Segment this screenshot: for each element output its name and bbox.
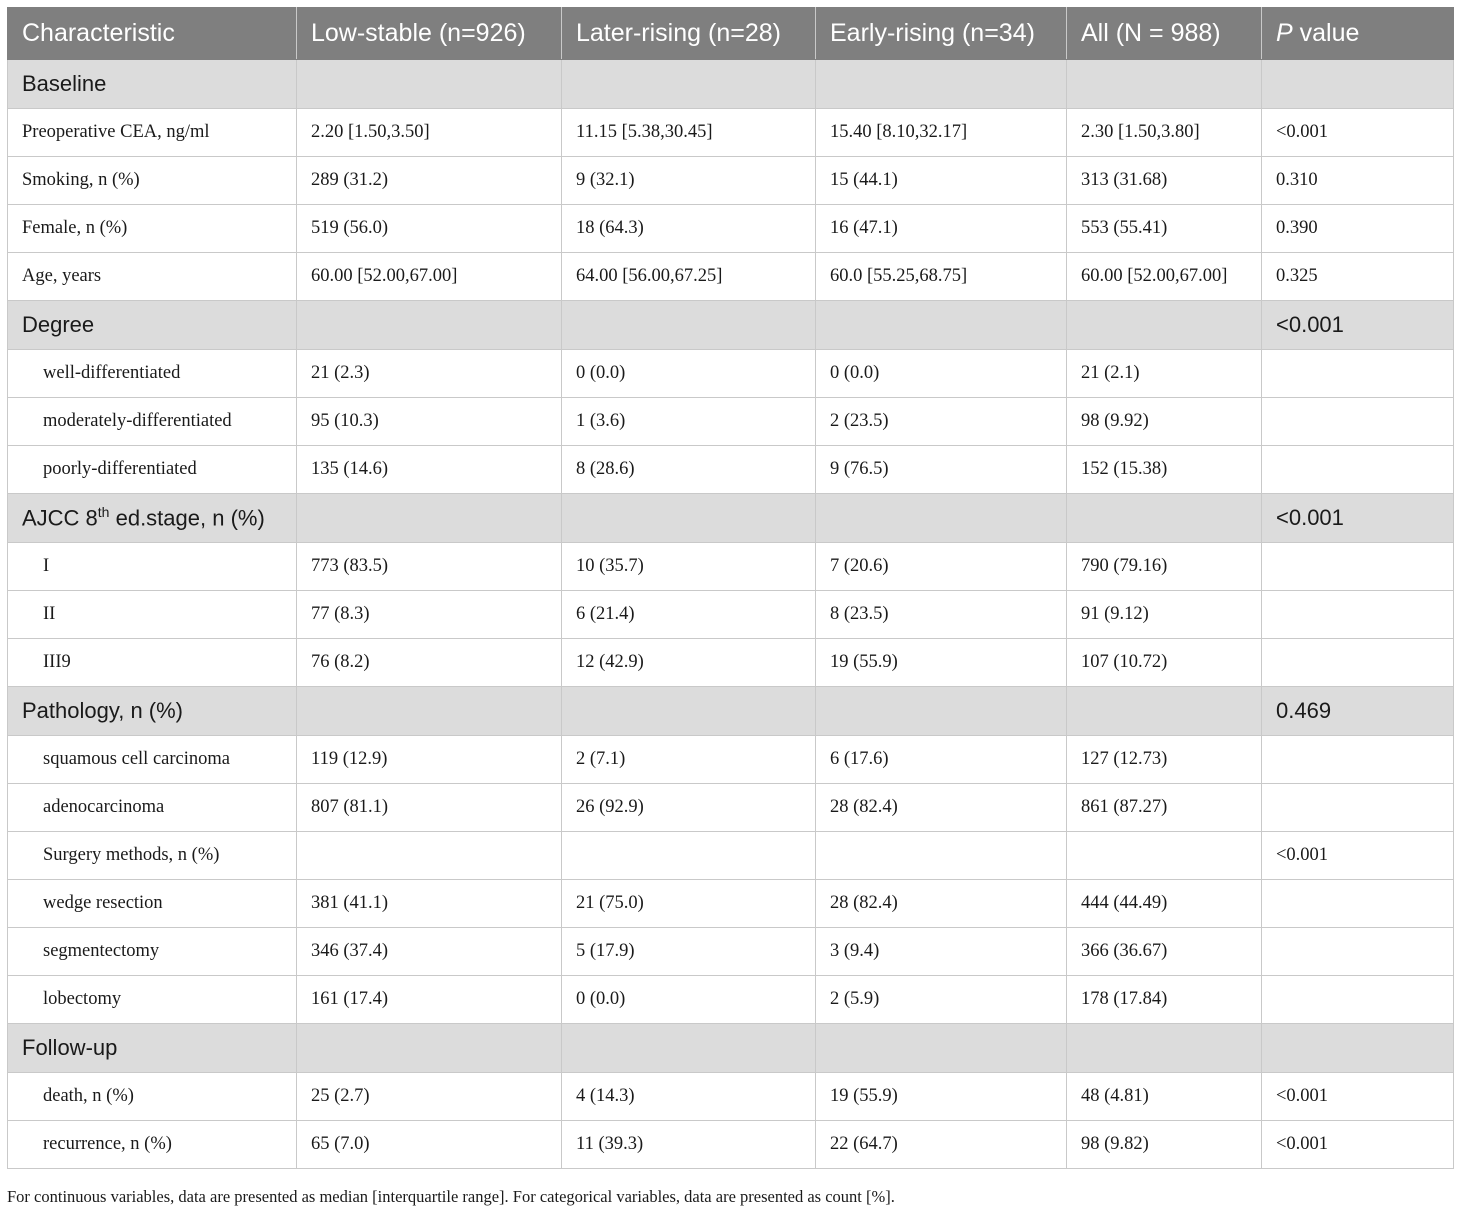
p-value: <0.001 (1262, 1073, 1454, 1121)
all-value: 861 (87.27) (1067, 784, 1262, 832)
p-value: <0.001 (1262, 832, 1454, 880)
row-label: well-differentiated (8, 350, 297, 398)
row-label: Preoperative CEA, ng/ml (8, 109, 297, 157)
low-stable-value: 289 (31.2) (297, 157, 562, 205)
later-rising-value: 21 (75.0) (562, 880, 816, 928)
p-value (1262, 398, 1454, 446)
footnote: For continuous variables, data are presented as median [interquartile range]. For categorical variables, data are presented as count [%]. (7, 1187, 895, 1206)
low-stable-value: 2.20 [1.50,3.50] (297, 109, 562, 157)
all-value (1067, 832, 1262, 880)
section-p-value: 0.469 (1262, 687, 1454, 736)
row-label: recurrence, n (%) (8, 1121, 297, 1169)
row-label: lobectomy (8, 976, 297, 1024)
section-degree (8, 301, 1454, 350)
all-value: 2.30 [1.50,3.80] (1067, 109, 1262, 157)
section-label: Follow-up (8, 1024, 297, 1073)
later-rising-value: 8 (28.6) (562, 446, 816, 494)
low-stable-value: 21 (2.3) (297, 350, 562, 398)
low-stable-value: 25 (2.7) (297, 1073, 562, 1121)
row-label: poorly-differentiated (8, 446, 297, 494)
all-value: 107 (10.72) (1067, 639, 1262, 687)
later-rising-value: 0 (0.0) (562, 350, 816, 398)
header-later-rising: Later-rising (n=28) (562, 8, 816, 60)
all-value: 91 (9.12) (1067, 591, 1262, 639)
all-value: 152 (15.38) (1067, 446, 1262, 494)
section-followup (8, 1024, 1454, 1073)
low-stable-value: 519 (56.0) (297, 205, 562, 253)
all-value: 21 (2.1) (1067, 350, 1262, 398)
header-early-rising: Early-rising (n=34) (816, 8, 1067, 60)
header-low-stable: Low-stable (n=926) (297, 8, 562, 60)
section-p-value: <0.001 (1262, 494, 1454, 543)
table-row (8, 928, 1454, 976)
low-stable-value: 65 (7.0) (297, 1121, 562, 1169)
table-row (8, 639, 1454, 687)
p-value (1262, 880, 1454, 928)
low-stable-value: 77 (8.3) (297, 591, 562, 639)
early-rising-value: 28 (82.4) (816, 784, 1067, 832)
section-p-value: <0.001 (1262, 301, 1454, 350)
all-value: 444 (44.49) (1067, 880, 1262, 928)
all-value: 127 (12.73) (1067, 736, 1262, 784)
early-rising-value: 15 (44.1) (816, 157, 1067, 205)
p-value (1262, 446, 1454, 494)
table-row (8, 543, 1454, 591)
table-row (8, 976, 1454, 1024)
p-value (1262, 591, 1454, 639)
row-label: death, n (%) (8, 1073, 297, 1121)
all-value: 366 (36.67) (1067, 928, 1262, 976)
section-pathology (8, 687, 1454, 736)
p-value: 0.325 (1262, 253, 1454, 301)
p-value (1262, 543, 1454, 591)
later-rising-value: 9 (32.1) (562, 157, 816, 205)
row-label: segmentectomy (8, 928, 297, 976)
low-stable-value: 95 (10.3) (297, 398, 562, 446)
row-label: wedge resection (8, 880, 297, 928)
table-container (7, 7, 1453, 1169)
all-value: 48 (4.81) (1067, 1073, 1262, 1121)
row-label: Female, n (%) (8, 205, 297, 253)
later-rising-value: 4 (14.3) (562, 1073, 816, 1121)
p-value (1262, 928, 1454, 976)
early-rising-value: 19 (55.9) (816, 1073, 1067, 1121)
later-rising-value: 1 (3.6) (562, 398, 816, 446)
row-label: Smoking, n (%) (8, 157, 297, 205)
later-rising-value: 12 (42.9) (562, 639, 816, 687)
early-rising-value: 8 (23.5) (816, 591, 1067, 639)
table-row (8, 1073, 1454, 1121)
p-value (1262, 976, 1454, 1024)
early-rising-value: 22 (64.7) (816, 1121, 1067, 1169)
section-label: Baseline (8, 60, 297, 109)
low-stable-value: 346 (37.4) (297, 928, 562, 976)
table-row (8, 880, 1454, 928)
all-value: 178 (17.84) (1067, 976, 1262, 1024)
header-p-value: P value (1262, 8, 1454, 60)
p-value: 0.310 (1262, 157, 1454, 205)
p-value (1262, 784, 1454, 832)
later-rising-value: 11.15 [5.38,30.45] (562, 109, 816, 157)
p-value: <0.001 (1262, 1121, 1454, 1169)
low-stable-value (297, 832, 562, 880)
header-all: All (N = 988) (1067, 8, 1262, 60)
early-rising-value: 2 (5.9) (816, 976, 1067, 1024)
table-row (8, 205, 1454, 253)
row-label: Age, years (8, 253, 297, 301)
row-label: moderately-differentiated (8, 398, 297, 446)
later-rising-value: 2 (7.1) (562, 736, 816, 784)
row-label: III9 (8, 639, 297, 687)
early-rising-value: 19 (55.9) (816, 639, 1067, 687)
early-rising-value: 9 (76.5) (816, 446, 1067, 494)
all-value: 790 (79.16) (1067, 543, 1262, 591)
table-row (8, 109, 1454, 157)
p-value (1262, 736, 1454, 784)
early-rising-value: 6 (17.6) (816, 736, 1067, 784)
low-stable-value: 76 (8.2) (297, 639, 562, 687)
table-row (8, 446, 1454, 494)
p-value (1262, 639, 1454, 687)
section-ajcc (8, 494, 1454, 543)
table-row (8, 157, 1454, 205)
header-row (8, 8, 1454, 60)
low-stable-value: 807 (81.1) (297, 784, 562, 832)
low-stable-value: 119 (12.9) (297, 736, 562, 784)
early-rising-value: 2 (23.5) (816, 398, 1067, 446)
later-rising-value: 5 (17.9) (562, 928, 816, 976)
table-row (8, 736, 1454, 784)
table-row (8, 1121, 1454, 1169)
p-value: 0.390 (1262, 205, 1454, 253)
all-value: 98 (9.82) (1067, 1121, 1262, 1169)
p-value (1262, 350, 1454, 398)
all-value: 60.00 [52.00,67.00] (1067, 253, 1262, 301)
table-row (8, 591, 1454, 639)
row-label: adenocarcinoma (8, 784, 297, 832)
later-rising-value: 10 (35.7) (562, 543, 816, 591)
header-characteristic: Characteristic (8, 8, 297, 60)
low-stable-value: 60.00 [52.00,67.00] (297, 253, 562, 301)
early-rising-value: 0 (0.0) (816, 350, 1067, 398)
table-row (8, 253, 1454, 301)
table-row (8, 350, 1454, 398)
low-stable-value: 773 (83.5) (297, 543, 562, 591)
low-stable-value: 161 (17.4) (297, 976, 562, 1024)
section-baseline (8, 60, 1454, 109)
low-stable-value: 381 (41.1) (297, 880, 562, 928)
row-label: I (8, 543, 297, 591)
characteristics-table (7, 7, 1454, 1169)
all-value: 313 (31.68) (1067, 157, 1262, 205)
section-label: Pathology, n (%) (8, 687, 297, 736)
p-value: <0.001 (1262, 109, 1454, 157)
later-rising-value (562, 832, 816, 880)
later-rising-value: 18 (64.3) (562, 205, 816, 253)
section-label: Degree (8, 301, 297, 350)
early-rising-value: 60.0 [55.25,68.75] (816, 253, 1067, 301)
table-row (8, 832, 1454, 880)
later-rising-value: 0 (0.0) (562, 976, 816, 1024)
early-rising-value: 28 (82.4) (816, 880, 1067, 928)
early-rising-value: 15.40 [8.10,32.17] (816, 109, 1067, 157)
row-label: squamous cell carcinoma (8, 736, 297, 784)
row-label: Surgery methods, n (%) (8, 832, 297, 880)
later-rising-value: 6 (21.4) (562, 591, 816, 639)
later-rising-value: 11 (39.3) (562, 1121, 816, 1169)
early-rising-value: 3 (9.4) (816, 928, 1067, 976)
later-rising-value: 26 (92.9) (562, 784, 816, 832)
table-row (8, 784, 1454, 832)
low-stable-value: 135 (14.6) (297, 446, 562, 494)
early-rising-value: 7 (20.6) (816, 543, 1067, 591)
row-label: II (8, 591, 297, 639)
table-row (8, 398, 1454, 446)
early-rising-value: 16 (47.1) (816, 205, 1067, 253)
early-rising-value (816, 832, 1067, 880)
all-value: 98 (9.92) (1067, 398, 1262, 446)
later-rising-value: 64.00 [56.00,67.25] (562, 253, 816, 301)
all-value: 553 (55.41) (1067, 205, 1262, 253)
section-label: AJCC 8th ed.stage, n (%) (8, 494, 297, 543)
